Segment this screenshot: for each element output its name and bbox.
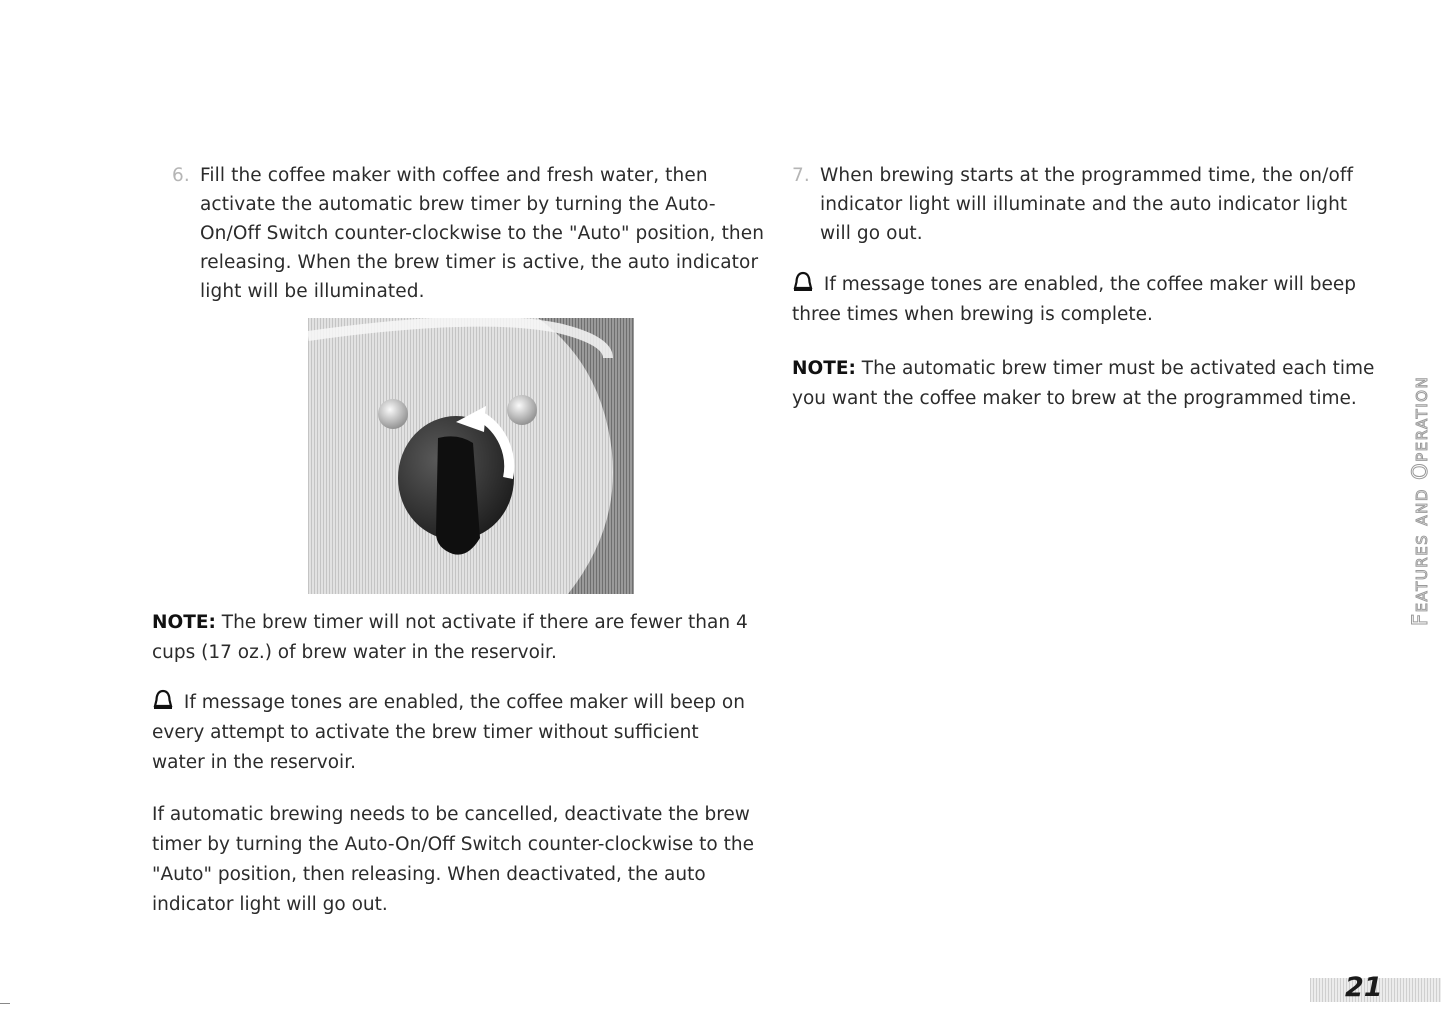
tone-text: If message tones are enabled, the coffee maker will beep on every attempt to activate the brew timer without sufficient water in the reservoir.: [152, 692, 745, 773]
note-activate-each-time: [792, 354, 1392, 414]
bell-icon: [792, 271, 814, 293]
tone-text: If message tones are enabled, the coffee maker will beep three times when brewing is complete.: [792, 274, 1357, 325]
cancel-automatic-brewing: [152, 800, 762, 920]
note-text: The brew timer will not activate if there are fewer than 4 cups (17 oz.) of brew water in the reservoir.: [152, 612, 748, 663]
note-brew-timer-water: [152, 608, 752, 668]
section-title: Features and Operation: [1408, 375, 1432, 626]
bottom-rule: [0, 1003, 10, 1004]
message-tone-note-2: [792, 270, 1372, 330]
note-text: The automatic brew timer must be activated each time you want the coffee maker to brew at the programmed time.: [792, 358, 1375, 409]
note-label: NOTE:: [152, 612, 216, 633]
step-6: [172, 161, 772, 306]
cancel-text: If automatic brewing needs to be cancelled, deactivate the brew timer by turning the Auto-On/Off Switch counter-clockwise to the "Auto" position, then releasing. When deactivated, the auto indicator light will go out.: [152, 804, 754, 915]
note-label: NOTE:: [792, 358, 856, 379]
page-number: 21: [1345, 972, 1383, 1003]
step-number: 7.: [792, 165, 810, 186]
step-text: Fill the coffee maker with coffee and fresh water, then activate the automatic brew timer by turning the Auto-On/Off Switch counter-clockwise to the "Auto" position, then releasing. When the brew timer is active, the auto indicator light will be illuminated.: [200, 165, 765, 302]
section-side-tab: [1400, 375, 1440, 626]
auto-switch-illustration: [308, 318, 634, 594]
step-text: When brewing starts at the programmed time, the on/off indicator light will illuminate and the auto indicator light will go out.: [820, 165, 1354, 244]
message-tone-note-1: [152, 688, 752, 778]
step-number: 6.: [172, 165, 190, 186]
step-7: [792, 161, 1382, 248]
bell-icon: [152, 689, 174, 711]
